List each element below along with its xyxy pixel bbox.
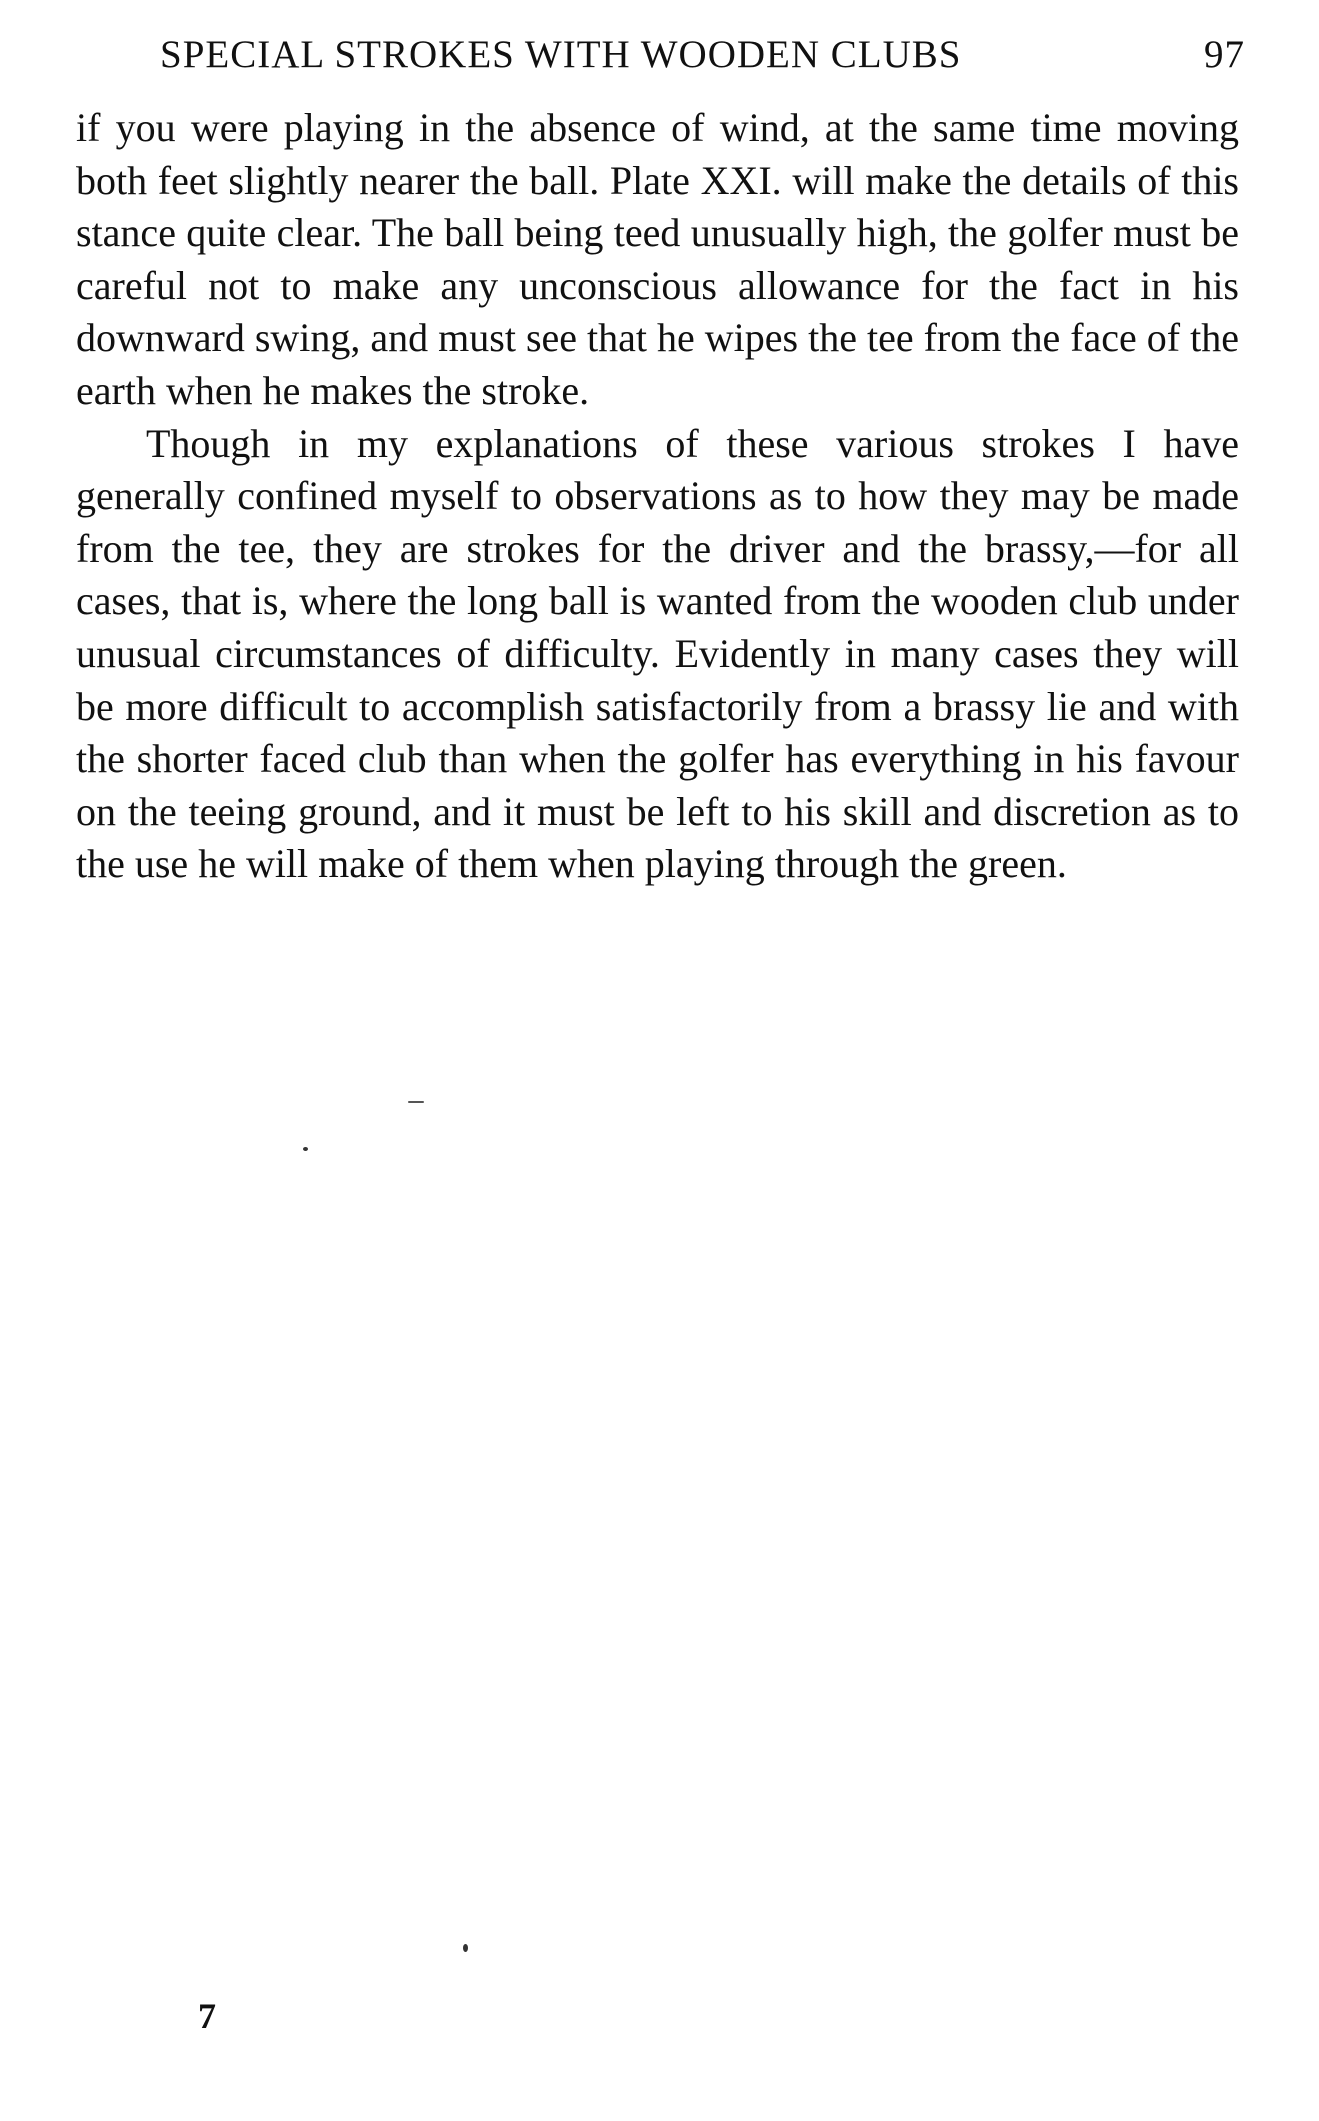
body-text (76, 102, 1239, 891)
ink-speck (408, 1101, 424, 1103)
running-title: SPECIAL STROKES WITH WOODEN CLUBS (160, 33, 962, 76)
paragraph-strokes-explanation: Though in my explanations of these various strokes I have generally confined myself to observations as to how they may be made from the tee, they are strokes for the driver and the brassy,—for all cases, that is, where the long ball is wanted from the wooden club under unusual circumstances of difficulty. Evidently in many cases they will be more difficult to accomplish satisfactorily from a brassy lie and with the shorter faced club than when the golfer has everything in his favour on the teeing ground, and it must be left to his skill and discretion as to the use he will make of them when playing through the green. (76, 420, 1239, 887)
ink-speck (303, 1147, 308, 1151)
paragraph-continuation: if you were playing in the absence of wind, at the same time moving both feet slightly nearer the ball. Plate XXI. will make the details of this stance quite clear. The ball being teed unusually high, the golfer must be careful not to make any unconscious allowance for the fact in his downward swing, and must see that he wipes the tee from the face of the earth when he makes the stroke. (76, 105, 1239, 413)
ink-speck (463, 1944, 468, 1952)
running-head (160, 32, 1245, 92)
page-number: 97 (1204, 33, 1245, 76)
signature-mark: 7 (198, 1996, 216, 2036)
